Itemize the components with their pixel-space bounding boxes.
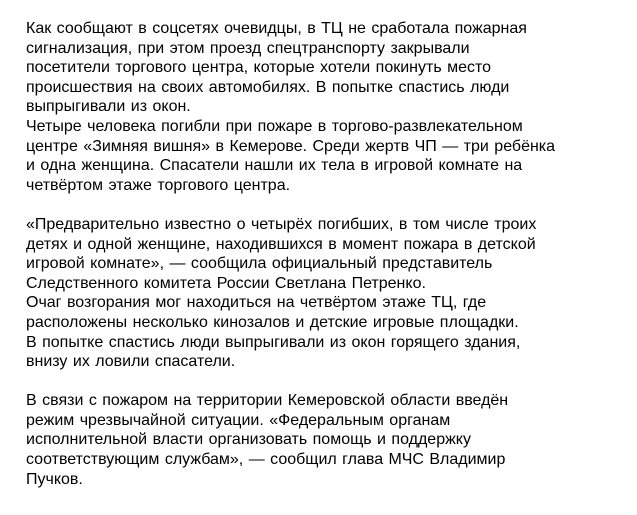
text-line: Очаг возгорания мог находиться на четвёртом этаже ТЦ, где bbox=[26, 294, 487, 312]
text-line: В связи с пожаром на территории Кемеровской области введён bbox=[26, 392, 509, 410]
text-line: Четыре человека погибли при пожаре в торгово-развлекательном bbox=[26, 117, 523, 135]
text-line: внизу их ловили спасатели. bbox=[26, 353, 236, 371]
paragraph-escape bbox=[26, 333, 630, 372]
text-line: расположены несколько кинозалов и детские игровые площадки. bbox=[26, 313, 519, 331]
paragraph-eyewitnesses bbox=[26, 19, 630, 117]
article-body bbox=[26, 19, 630, 489]
paragraph-emergency-regime bbox=[26, 391, 630, 489]
text-line: режим чрезвычайной ситуации. «Федеральным органам bbox=[26, 411, 451, 429]
paragraph-victims bbox=[26, 117, 630, 195]
paragraph-gap bbox=[26, 195, 630, 215]
text-line: Пучков. bbox=[26, 470, 83, 488]
text-line: выпрыгивали из окон. bbox=[26, 98, 191, 116]
text-line: «Предварительно известно о четырёх погибших, в том числе троих bbox=[26, 215, 537, 233]
text-line: В попытке спастись люди выпрыгивали из окон горящего здания, bbox=[26, 333, 521, 351]
text-line: игровой комнате», — сообщила официальный представитель bbox=[26, 255, 493, 273]
paragraph-gap bbox=[26, 372, 630, 392]
text-line: посетители торгового центра, которые хотели покинуть место bbox=[26, 59, 492, 77]
text-line: происшествия на своих автомобилях. В попытке спастись люди bbox=[26, 78, 510, 96]
text-line: детях и одной женщине, находившихся в момент пожара в детской bbox=[26, 235, 536, 253]
text-line: соответствующим службам», — сообщил глава МЧС Владимир bbox=[26, 451, 506, 469]
paragraph-fire-origin bbox=[26, 293, 630, 332]
text-line: центре «Зимняя вишня» в Кемерове. Среди жертв ЧП — три ребёнка bbox=[26, 137, 556, 155]
text-line: четвёртом этаже торгового центра. bbox=[26, 176, 291, 194]
text-line: Следственного комитета России Светлана Петренко. bbox=[26, 274, 426, 292]
text-line: и одна женщина. Спасатели нашли их тела в игровой комнате на bbox=[26, 157, 523, 175]
text-line: сигнализация, при этом проезд спецтранспорту закрывали bbox=[26, 39, 470, 57]
paragraph-quote-investigators bbox=[26, 215, 630, 293]
text-line: Как сообщают в соцсетях очевидцы, в ТЦ не сработала пожарная bbox=[26, 20, 527, 37]
text-line: исполнительной власти организовать помощь и поддержку bbox=[26, 431, 471, 449]
